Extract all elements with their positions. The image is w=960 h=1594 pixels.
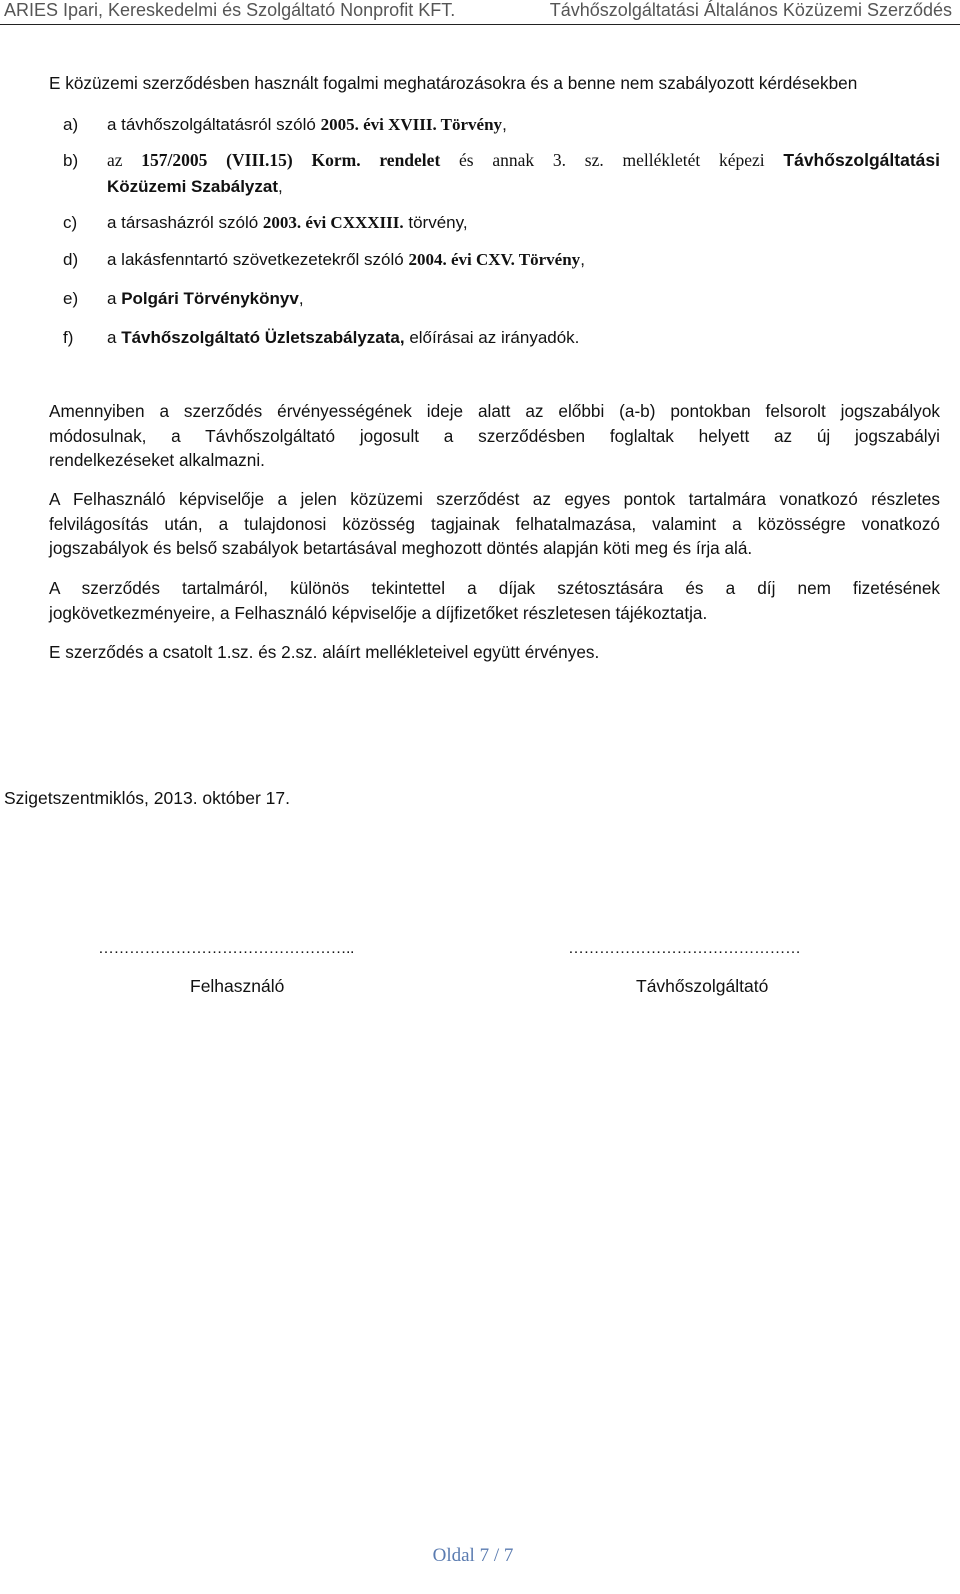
signature-line-provider: ………………………………………	[568, 940, 801, 957]
page-number: Oldal 7 / 7	[432, 1545, 514, 1566]
list-letter: f)	[63, 328, 74, 347]
paragraph-information: A szerződés tartalmáról, különös tekintettel a díjak szétosztására és a díj nem fizetésének jogkövetkezményeire, a Felhasználó képviselője a díjfizetőket részletesen tájékoztatja.	[49, 578, 940, 623]
page-header	[0, 0, 960, 25]
list-letter: b)	[63, 151, 79, 170]
header-company: ARIES Ipari, Kereskedelmi és Szolgáltató Nonprofit KFT.	[4, 0, 456, 20]
place-and-date: Szigetszentmiklós, 2013. október 17.	[4, 788, 290, 808]
signature-label-user: Felhasználó	[190, 976, 285, 996]
paragraph-legal-changes: Amennyiben a szerződés érvényességének ideje alatt az előbbi (a-b) pontokban felsorolt jogszabályok módosulnak, a Távhőszolgáltató jogosult a szerződésben foglaltak helyett az új jogszabályi rendelkezéseket alkalmazni.	[49, 401, 940, 470]
signature-label-provider: Távhőszolgáltató	[636, 976, 769, 996]
list-letter: a)	[63, 115, 79, 134]
list-letter: e)	[63, 289, 79, 308]
signature-line-user: …………………………………………..	[98, 940, 354, 957]
list-letter: c)	[63, 213, 78, 232]
header-document-title: Távhőszolgáltatási Általános Közüzemi Szerződés	[549, 0, 952, 20]
paragraph-representative: A Felhasználó képviselője a jelen közüzemi szerződést az egyes pontok tartalmára vonatkozó részletes felvilágosítás után, a tulajdonosi közösség tagjainak felhatalmazása, valamint a közösségre vonatkozó jogszabályok és belső szabályok betartásával meghozott döntés alapján köti meg és írja alá.	[49, 489, 940, 558]
intro-sentence: E közüzemi szerződésben használt fogalmi meghatározásokra és a benne nem szabályozott kérdésekben	[49, 73, 858, 93]
paragraph-annexes: E szerződés a csatolt 1.sz. és 2.sz. aláírt mellékleteivel együtt érvényes.	[49, 642, 600, 662]
list-letter: d)	[63, 250, 79, 269]
